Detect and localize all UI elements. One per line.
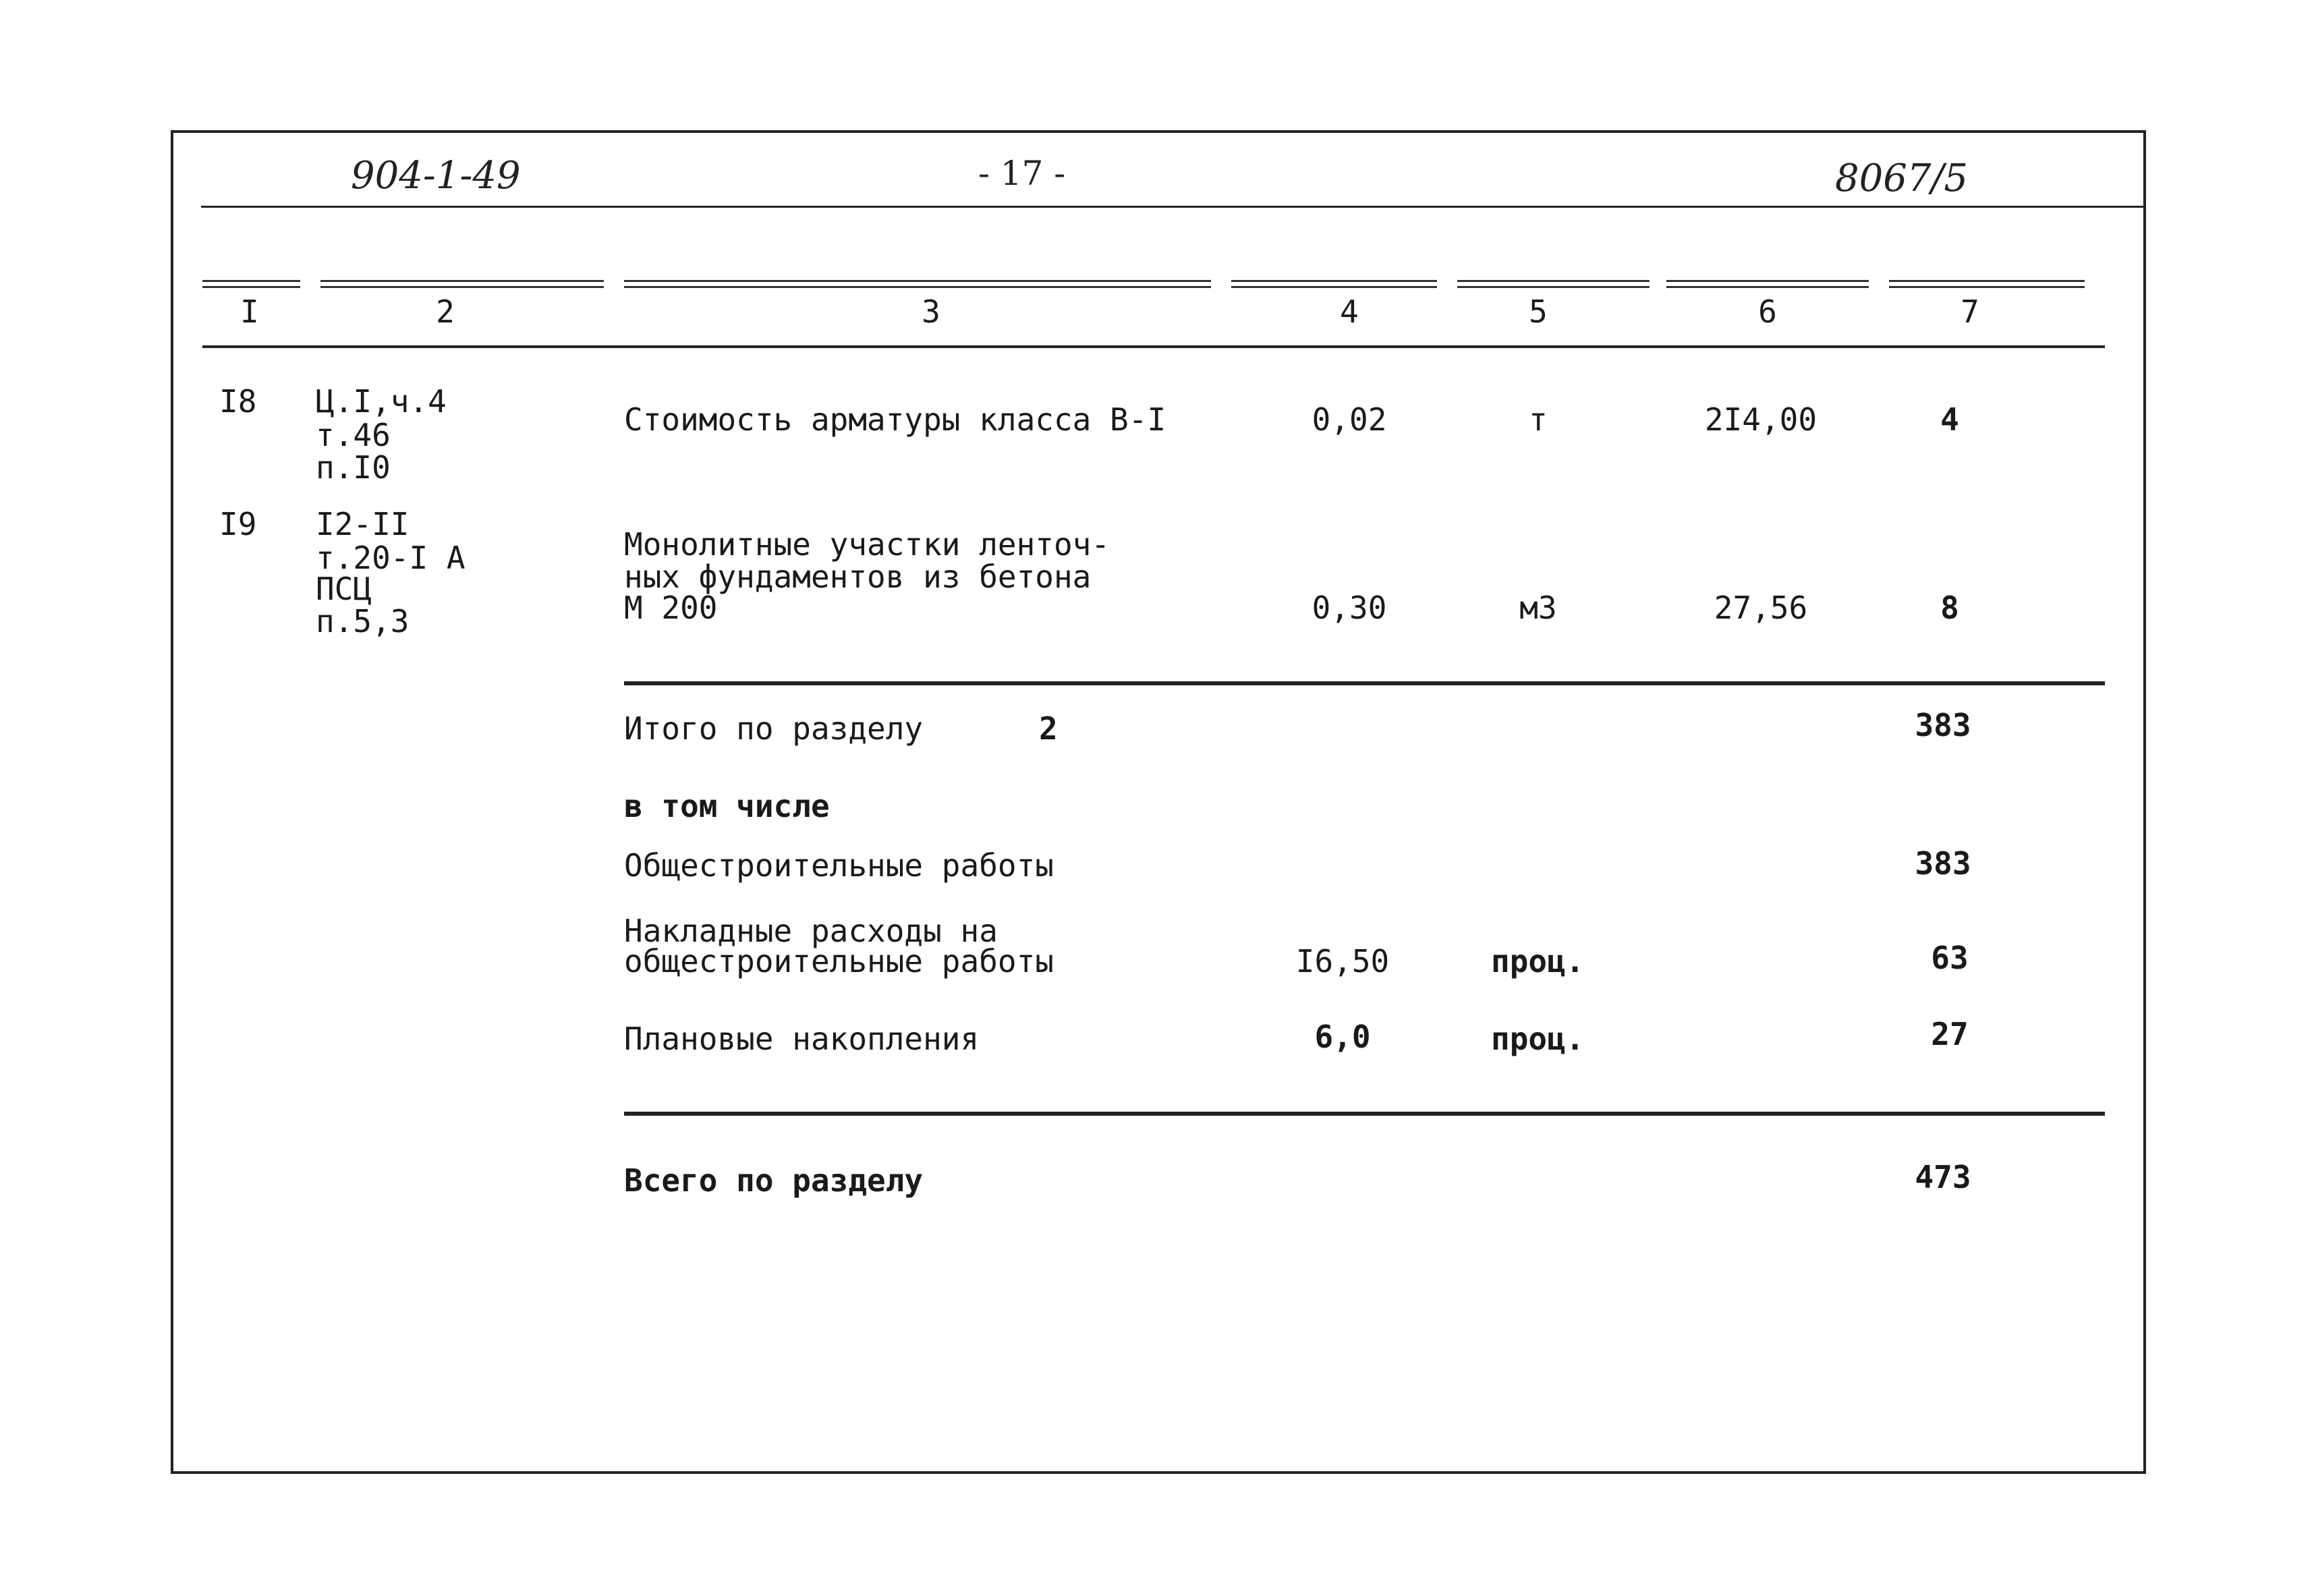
row-description: ных фундаментов из бетона bbox=[624, 559, 1092, 595]
col-rule-1 bbox=[202, 280, 300, 288]
row-total: 8 bbox=[1940, 590, 1959, 626]
page-frame-right bbox=[2143, 130, 2146, 1474]
planned-accumulation-rate: 6,0 bbox=[1314, 1019, 1371, 1055]
overhead-rate: I6,50 bbox=[1295, 943, 1390, 979]
row-unit: т bbox=[1529, 401, 1548, 438]
row-number: I9 bbox=[219, 506, 257, 542]
row-ref-line: п.5,3 bbox=[316, 603, 410, 639]
sheet-code: 8067/5 bbox=[1835, 156, 1969, 200]
planned-accumulation-unit: проц. bbox=[1491, 1021, 1585, 1057]
overhead-value: 63 bbox=[1931, 940, 1969, 976]
row-description: Монолитные участки ленточ- bbox=[624, 526, 1110, 563]
col-rule-7 bbox=[1889, 280, 2085, 288]
page-frame-top bbox=[171, 130, 2144, 133]
column-number-3: 3 bbox=[922, 293, 940, 330]
col-rule-2 bbox=[320, 280, 604, 288]
row-unit-price: 27,56 bbox=[1714, 590, 1808, 626]
row-description: Стоимость арматуры класса В-I bbox=[624, 401, 1166, 438]
col-rule-3 bbox=[624, 280, 1211, 288]
header-rule bbox=[201, 206, 2144, 208]
section-number: 2 bbox=[1039, 710, 1058, 747]
row-number: I8 bbox=[219, 383, 257, 420]
grand-total-value: 473 bbox=[1915, 1159, 1971, 1195]
row-ref-line: т.46 bbox=[316, 417, 391, 453]
row-ref-line: Ц.I,ч.4 bbox=[316, 383, 447, 420]
col-rule-6 bbox=[1666, 280, 1869, 288]
column-number-6: 6 bbox=[1758, 293, 1777, 330]
row-quantity: 0,30 bbox=[1312, 590, 1387, 626]
general-works-value: 383 bbox=[1915, 845, 1971, 882]
row-total: 4 bbox=[1940, 401, 1959, 438]
including-label: в том числе bbox=[624, 788, 830, 824]
overhead-unit: проц. bbox=[1491, 943, 1585, 979]
row-description: М 200 bbox=[624, 590, 718, 626]
section-rule bbox=[624, 681, 2105, 685]
page-frame-bottom bbox=[171, 1471, 2144, 1474]
general-works-label: Общестроительные работы bbox=[624, 847, 1054, 884]
column-number-2: 2 bbox=[436, 293, 455, 330]
section-total-label: Итого по разделу bbox=[624, 710, 924, 747]
column-header-rule bbox=[202, 345, 2105, 348]
planned-accumulation-value: 27 bbox=[1931, 1016, 1969, 1052]
planned-accumulation-label: Плановые накопления bbox=[624, 1021, 980, 1057]
row-ref-line: т.20-I А bbox=[316, 540, 466, 576]
row-unit-price: 2I4,00 bbox=[1704, 401, 1817, 438]
overhead-label: Накладные расходы на bbox=[624, 913, 998, 949]
doc-code: 904-1-49 bbox=[351, 154, 521, 198]
col-rule-5 bbox=[1457, 280, 1650, 288]
section-total-value: 383 bbox=[1915, 707, 1971, 743]
row-ref-line: I2-II bbox=[316, 506, 410, 542]
column-number-5: 5 bbox=[1529, 293, 1548, 330]
grand-total-label: Всего по разделу bbox=[624, 1162, 924, 1199]
row-ref-line: п.I0 bbox=[316, 449, 391, 486]
column-number-1: I bbox=[240, 293, 259, 330]
row-quantity: 0,02 bbox=[1312, 401, 1387, 438]
grand-total-rule bbox=[624, 1112, 2105, 1116]
column-number-4: 4 bbox=[1340, 293, 1359, 330]
row-unit: м3 bbox=[1519, 590, 1557, 626]
col-rule-4 bbox=[1231, 280, 1437, 288]
row-ref-line: ПСЦ bbox=[316, 571, 372, 607]
column-number-7: 7 bbox=[1961, 293, 1979, 330]
overhead-label: общестроительные работы bbox=[624, 943, 1054, 979]
page-frame-left bbox=[171, 130, 173, 1471]
page-number: - 17 - bbox=[978, 154, 1066, 193]
